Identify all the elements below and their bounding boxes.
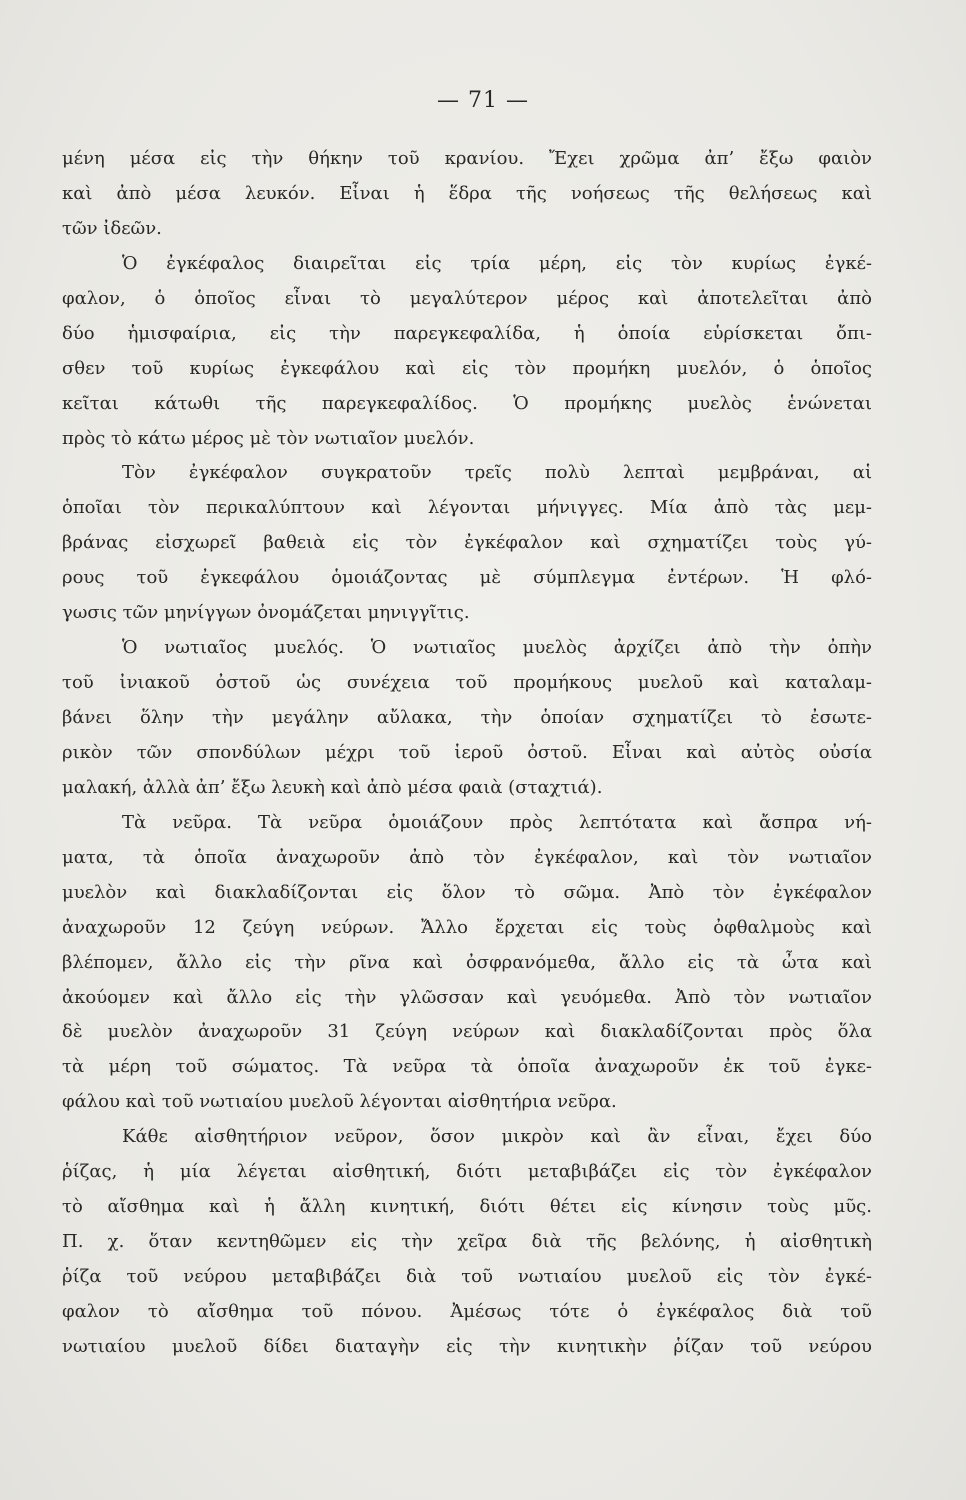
text-line: Τὸν ἐγκέφαλον συγκρατοῦν τρεῖς πολὺ λεπταὶ μεμβράναι, αἱ <box>122 462 872 484</box>
text-line: Τὰ νεῦρα. Τὰ νεῦρα ὁμοιάζουν πρὸς λεπτότατα καὶ ἄσπρα νή- <box>122 811 872 833</box>
text-line: Ὁ νωτιαῖος μυελός. Ὁ νωτιαῖος μυελὸς ἀρχίζει ἀπὸ τὴν ὀπὴν <box>122 637 872 659</box>
text-line: μυελὸν καὶ διακλαδίζονται εἰς ὅλον τὸ σῶμα. Ἀπὸ τὸν ἐγκέφαλον <box>62 881 872 903</box>
text-line: βλέπομεν, ἄλλο εἰς τὴν ρῖνα καὶ ὀσφρανόμεθα, ἄλλο εἰς τὰ ὦτα καὶ <box>62 951 872 973</box>
text-line: κεῖται κάτωθι τῆς παρεγκεφαλίδος. Ὁ προμήκης μυελὸς ἑνώνεται <box>62 392 872 414</box>
text-line: ἀκούομεν καὶ ἄλλο εἰς τὴν γλῶσσαν καὶ γευόμεθα. Ἀπὸ τὸν νωτιαῖον <box>62 986 872 1008</box>
text-line: ρικὸν τῶν σπονδύλων μέχρι τοῦ ἱεροῦ ὀστοῦ. Εἶναι καὶ αὐτὸς οὐσία <box>62 741 872 763</box>
text-line: ρους τοῦ ἐγκεφάλου ὁμοιάζοντας μὲ σύμπλεγμα ἐντέρων. Ἡ φλό- <box>62 567 872 589</box>
text-line: βράνας εἰσχωρεῖ βαθειὰ εἰς τὸν ἐγκέφαλον καὶ σχηματίζει τοὺς γύ- <box>62 532 872 554</box>
text-line: τὸ αἴσθημα καὶ ἡ ἄλλη κινητική, διότι θέτει εἰς κίνησιν τοὺς μῦς. <box>62 1196 872 1218</box>
text-line: πρὸς τὸ κάτω μέρος μὲ τὸν νωτιαῖον μυελόν. <box>62 427 475 449</box>
text-line: τοῦ ἰνιακοῦ ὀστοῦ ὡς συνέχεια τοῦ προμήκους μυελοῦ καὶ καταλαμ- <box>62 672 872 694</box>
page-number: — 71 — <box>437 88 529 113</box>
text-line: δύο ἡμισφαίρια, εἰς τὴν παρεγκεφαλίδα, ἡ ὁποία εὑρίσκεται ὄπι- <box>62 322 872 344</box>
text-line: καὶ ἀπὸ μέσα λευκόν. Εἶναι ἡ ἕδρα τῆς νοήσεως τῆς θελήσεως καὶ <box>62 182 872 204</box>
text-line: ὁποῖαι τὸν περικαλύπτουν καὶ λέγονται μήνιγγες. Μία ἀπὸ τὰς μεμ- <box>62 497 872 519</box>
text-line: σθεν τοῦ κυρίως ἐγκεφάλου καὶ εἰς τὸν προμήκη μυελόν, ὁ ὁποῖος <box>62 357 872 379</box>
text-line: Κάθε αἰσθητήριον νεῦρον, ὅσον μικρὸν καὶ ἂν εἶναι, ἔχει δύο <box>122 1126 872 1148</box>
text-line: φάλου καὶ τοῦ νωτιαίου μυελοῦ λέγονται αἰσθητήρια νεῦρα. <box>62 1091 617 1113</box>
text-line: Π. χ. ὅταν κεντηθῶμεν εἰς τὴν χεῖρα διὰ τῆς βελόνης, ἡ αἰσθητικὴ <box>62 1231 872 1253</box>
text-line: Ὁ ἐγκέφαλος διαιρεῖται εἰς τρία μέρη, εἰς τὸν κυρίως ἐγκέ- <box>122 252 872 274</box>
text-line: γωσις τῶν μηνίγγων ὀνομάζεται μηνιγγῖτις. <box>62 602 470 624</box>
text-line: ῥίζα τοῦ νεύρου μεταβιβάζει διὰ τοῦ νωτιαίου μυελοῦ εἰς τὸν ἐγκέ- <box>62 1266 872 1287</box>
text-line: τὰ μέρη τοῦ σώματος. Τὰ νεῦρα τὰ ὁποῖα ἀναχωροῦν ἐκ τοῦ ἐγκε- <box>62 1056 872 1078</box>
text-line: φαλον τὸ αἴσθημα τοῦ πόνου. Ἀμέσως τότε ὁ ἐγκέφαλος διὰ τοῦ <box>62 1300 872 1322</box>
text-line: νωτιαίου μυελοῦ δίδει διαταγὴν εἰς τὴν κινητικὴν ῥίζαν τοῦ νεύρου <box>62 1335 872 1357</box>
text-line: ἀναχωροῦν 12 ζεύγη νεύρων. Ἄλλο ἔρχεται εἰς τοὺς ὀφθαλμοὺς καὶ <box>62 916 872 938</box>
text-line: μένη μέσα εἰς τὴν θήκην τοῦ κρανίου. Ἔχει χρῶμα ἀπ’ ἔξω φαιὸν <box>62 148 872 169</box>
text-line: φαλον, ὁ ὁποῖος εἶναι τὸ μεγαλύτερον μέρος καὶ ἀποτελεῖται ἀπὸ <box>62 287 872 309</box>
text-line: ῥίζας, ἡ μία λέγεται αἰσθητική, διότι μεταβιβάζει εἰς τὸν ἐγκέφαλον <box>62 1161 872 1183</box>
text-line: δὲ μυελὸν ἀναχωροῦν 31 ζεύγη νεύρων καὶ διακλαδίζονται πρὸς ὅλα <box>62 1021 872 1043</box>
body-text <box>62 142 872 1365</box>
text-line: τῶν ἰδεῶν. <box>62 217 162 239</box>
text-line: βάνει ὅλην τὴν μεγάλην αὔλακα, τὴν ὁποίαν σχηματίζει τὸ ἐσωτε- <box>62 707 872 728</box>
text-line: μαλακή, ἀλλὰ ἀπ’ ἔξω λευκὴ καὶ ἀπὸ μέσα φαιὰ (σταχτιά). <box>62 776 603 798</box>
text-line: ματα, τὰ ὁποῖα ἀναχωροῦν ἀπὸ τὸν ἐγκέφαλον, καὶ τὸν νωτιαῖον <box>62 846 872 868</box>
